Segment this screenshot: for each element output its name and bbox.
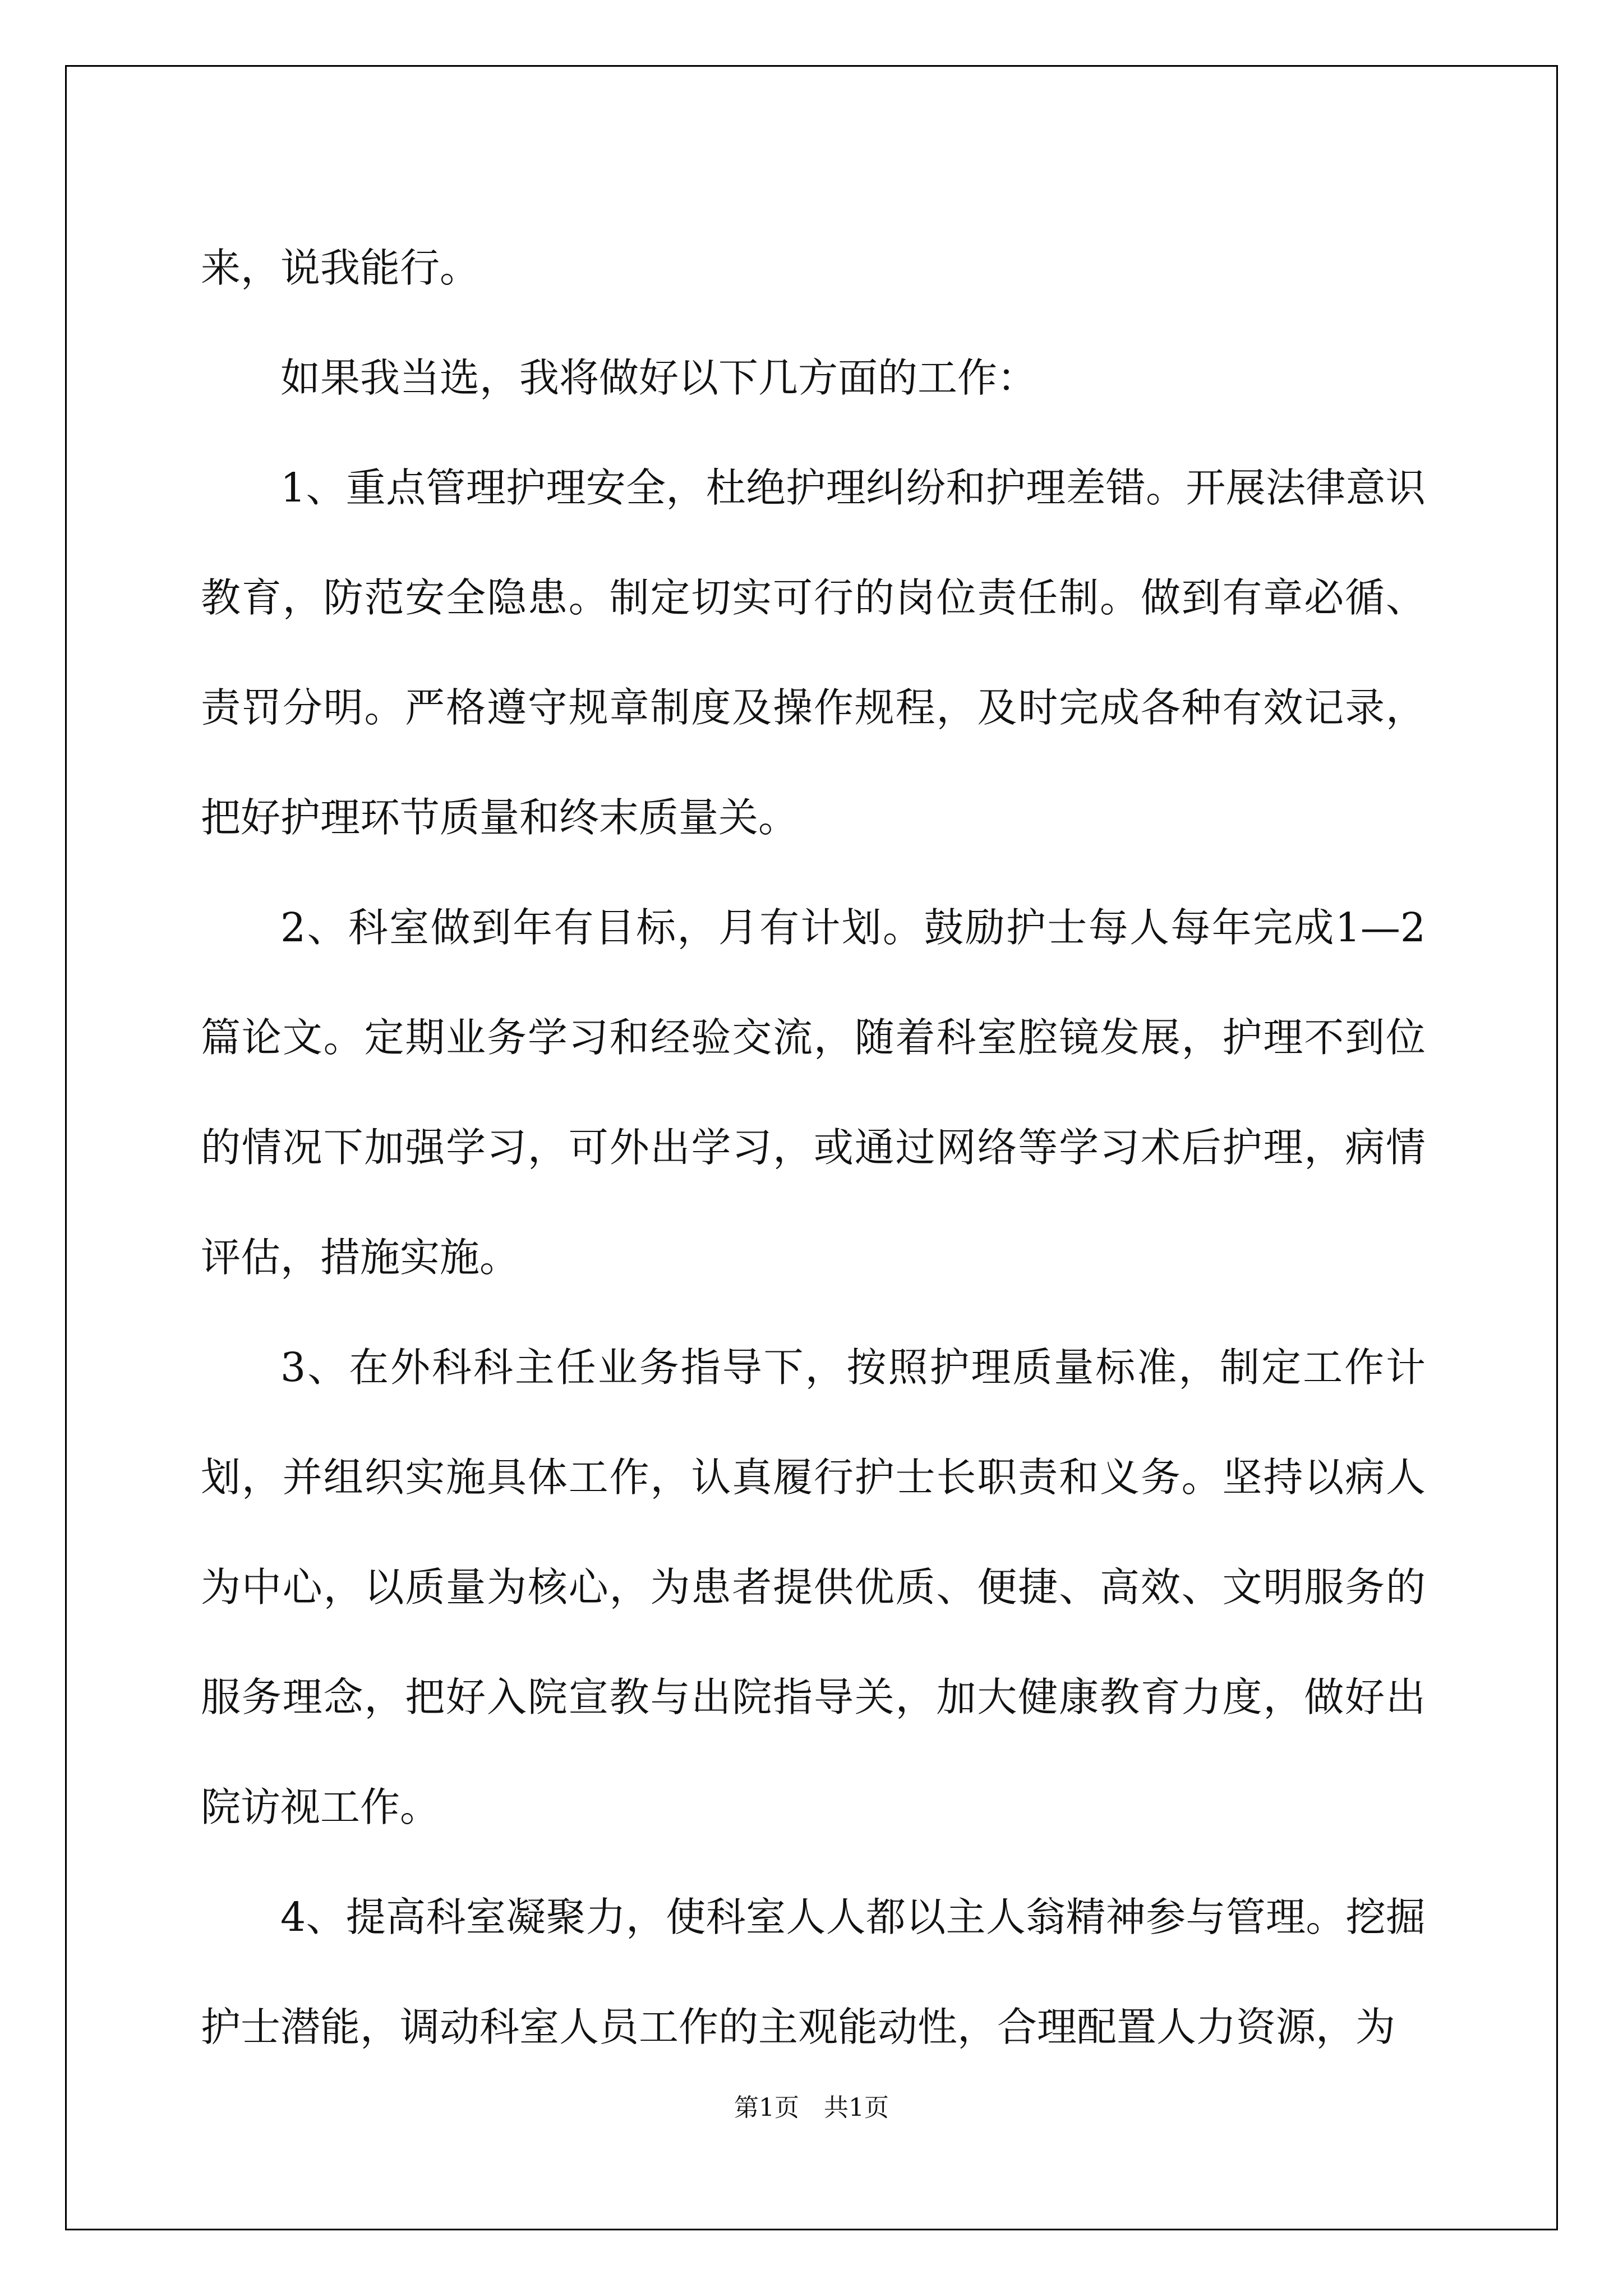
page-number-current: 第1页 <box>734 2093 799 2122</box>
paragraph: 如果我当选，我将做好以下几方面的工作： <box>280 355 1038 401</box>
paragraph: 3、在外科科主任业务指导下，按照护理质量标准，制定工作计划，并组织实施具体工作，认真履行护士长职责和义务。坚持以病人为中心，以质量为核心，为患者提供优质、便捷、高效、文明服务的服务理念，把好入院宣教与出院指导关，加大健康教育力度，做好出院访视工作。 <box>201 1344 1426 1830</box>
page-footer <box>0 2091 1623 2125</box>
paragraph: 2、科室做到年有目标，月有计划。鼓励护士每人每年完成1—2篇论文。定期业务学习和经验交流，随着科室腔镜发展，护理不到位的情况下加强学习，可外出学习，或通过网络等学习术后护理，病情评估，措施实施。 <box>201 904 1426 1281</box>
paragraph: 1、重点管理护理安全，杜绝护理纠纷和护理差错。开展法律意识教育，防范安全隐患。制定切实可行的岗位责任制。做到有章必循、责罚分明。严格遵守规章制度及操作规程，及时完成各种有效记录，把好护理环节质量和终末质量关。 <box>201 464 1426 841</box>
document-body <box>201 213 1426 2082</box>
paragraph: 4、提高科室凝聚力，使科室人人都以主人翁精神参与管理。挖掘护士潜能，调动科室人员工作的主观能动性，合理配置人力资源，为 <box>201 1894 1426 2050</box>
paragraph: 来，说我能行。 <box>201 245 480 291</box>
page-number-total: 共1页 <box>824 2093 889 2122</box>
